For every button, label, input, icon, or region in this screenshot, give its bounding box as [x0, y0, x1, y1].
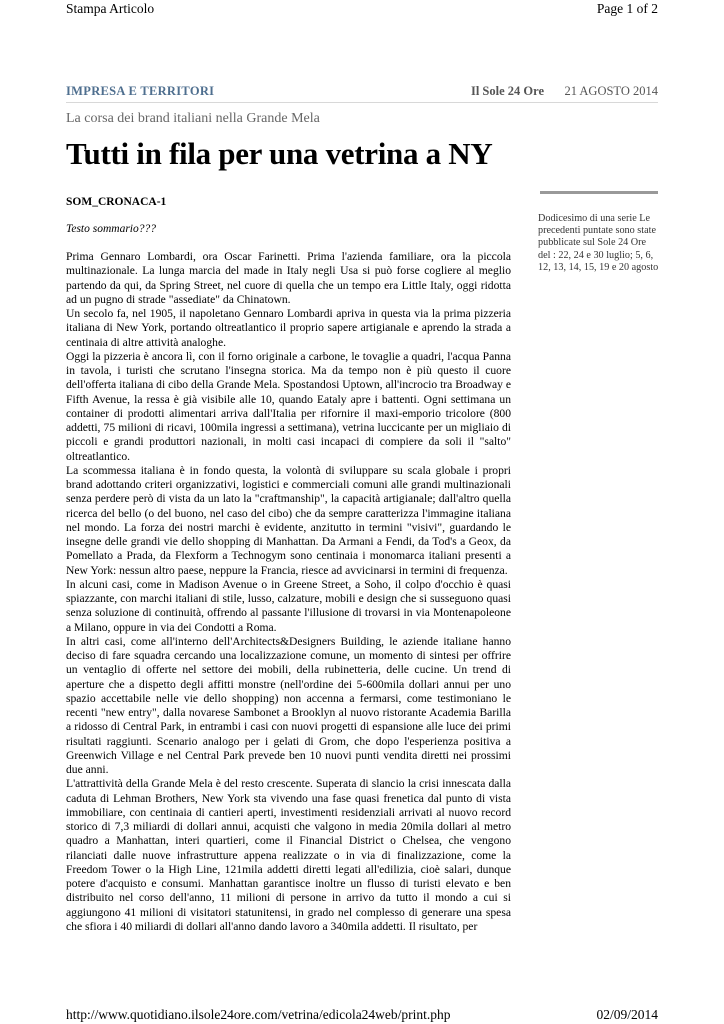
article-paragraph: Prima Gennaro Lombardi, ora Oscar Farinetti. Prima l'azienda familiare, ora la piccola multinazionale. La lunga marcia del made in Italy negli Usa si può forse cogliere al meglio partendo da qui, da Spring Street, nel cuore di quella che un tempo era Little Italy, oggi ridotta ad un pugno di strade "assediate" da Chinatown. [66, 250, 511, 306]
print-date: 02/09/2014 [596, 1007, 658, 1022]
article-paragraph: Oggi la pizzeria è ancora lì, con il forno originale a carbone, le tovaglie a quadri, l'acqua Panna in tavola, i turisti che scrutano l'insegna storica. Ma da tempo non è più questo il cuore dell'offerta italiana di cibo della Grande Mela. Spostandosi Uptown, all'incrocio tra Broadway e Fifth Avenue, la ressa è già visibile alle 10, quando Eataly apre i battenti. Ogni settimana un container di prodotti alimentari arriva dall'Italia per rifornire il maxi-emporio tricolore (800 addetti, 75 milioni di ricavi, 100mila ingressi a settimana), vetrina luccicante per un migliaio di piccoli e grandi produttori nazionali, in molti casi incapaci di compiere da soli il "salto" oltreatlantico. [66, 349, 511, 463]
sidebar-note-text: Dodicesimo di una serie Le precedenti puntate sono state pubblicate sul Sole 24 Ore del : 22, 24 e 30 luglio; 5, 6, 12, 13, 14, 15, 19 e 20 agosto [538, 213, 659, 273]
article-headline: Tutti in fila per una vetrina a NY [66, 136, 493, 171]
publication-date: 21 AGOSTO 2014 [564, 84, 658, 98]
article-paragraph: Un secolo fa, nel 1905, il napoletano Gennaro Lombardi apriva in questa via la prima pizzeria italiana di New York, portando oltreatlantico il proprio sapere artigianale e aprendo la strada a centinaia di altre attività analoghe. [66, 307, 511, 349]
article-summary: Testo sommario??? [66, 223, 156, 235]
article-paragraph: L'attrattività della Grande Mela è del resto crescente. Superata di slancio la crisi innescata dalla caduta di Lehman Brothers, New York sta vivendo una fase quasi frenetica dal punto di vista immobiliare, con centinaia di cantieri aperti, investimenti residenziali arrivati al nuovo record storico di 7,3 miliardi di dollari annui, acquisti che valgono in media 20mila dollari al metro quadro a Manhattan, interi quartieri, come il Financial District o Chelsea, che vengono rilanciati dalle nuove infrastrutture appena realizzate o in via di finalizzazione, come la Freedom Tower o la High Line, 121mila addetti diretti legati all'edilizia, cioè salari, dunque potere d'acquisto e consumi. Manhattan garantisce inoltre un flusso di turisti elevato e ben distribuito nel corso dell'anno, 11 milioni di persone in arrivo da tutto il mondo a cui si aggiungono 41 milioni di visitatori statunitensi, in grado nel complesso di generare una spesa che sfiora i 40 miliardi di dollari all'anno dando lavoro a 340mila addetti. Il risultato, per [66, 777, 511, 933]
sidebar-divider [540, 191, 658, 194]
article-paragraph: In alcuni casi, come in Madison Avenue o in Greene Street, a Soho, il colpo d'occhio è quasi spiazzante, con marchi italiani di stile, lusso, calzature, mobili e design che si susseguono quasi senza soluzione di continuità, offrendo al passante l'illusione di trovarsi in via Montenapoleone a Milano, oppure in via dei Condotti a Roma. [66, 577, 511, 634]
section-name: IMPRESA E TERRITORI [66, 84, 215, 98]
article-code: SOM_CRONACA-1 [66, 196, 167, 208]
print-title: Stampa Articolo [66, 1, 155, 16]
section-divider [66, 102, 658, 103]
newspaper-name: Il Sole 24 Ore [470, 84, 544, 98]
article-subtitle: La corsa dei brand italiani nella Grande Mela [66, 111, 320, 126]
article-body [66, 250, 511, 934]
article-paragraph: In altri casi, come all'interno dell'Architects&Designers Building, le aziende italiane hanno deciso di fare squadra cercando una localizzazione comune, un momento di sintesi per offrire un ventaglio di offerte nel settore dei mobili, della rubinetteria, delle cucine. Un trend di aperture che a dispetto degli affitti monstre (nell'ordine dei 5-600mila dollari annui per uno spazio accettabile nelle vie dello shopping) non accenna a fermarsi, come testimoniano le recenti "new entry", dalla novarese Sambonet a Brooklyn al nuovo ristorante Academia Barilla a ridosso di Central Park, in entrambi i casi con nuovi progetti di espansione alle luce dei primi risultati raggiunti. Scenario analogo per i gelati di Grom, che dopo l'esperienza positiva a Greenwich Village e nel Central Park prevede ben 10 nuovi punti vendita diretti nei prossimi due anni. [66, 634, 511, 776]
section-header [66, 82, 658, 100]
article-paragraph: La scommessa italiana è in fondo questa, la volontà di sviluppare su scala globale i propri brand adottando criteri organizzativi, logistici e commerciali comuni alle grandi multinazionali senza perdere però di vista da un lato la "craftmanship", la capacità artigianale; dall'altro quella ricerca del bello (o del buono, nel caso del cibo) che da sempre caratterizza l'immagine italiana nel mondo. La forza dei nostri marchi è evidente, anzitutto in termini "visivi", guardando le insegne delle grandi vie dello shopping di Manhattan. Da Armani a Fendi, da Tod's a Geox, da Pomellato a Prada, da Flexform a Technogym sono centinaia i monomarca italiani presenti a New York: nessun altro paese, neppure la Francia, riesce ad avvicinarsi in termini di frequenza. [66, 463, 511, 577]
source-url: http://www.quotidiano.ilsole24ore.com/vetrina/edicola24web/print.php [66, 1007, 451, 1022]
sidebar-note [538, 213, 660, 274]
page-indicator: Page 1 of 2 [596, 1, 658, 16]
